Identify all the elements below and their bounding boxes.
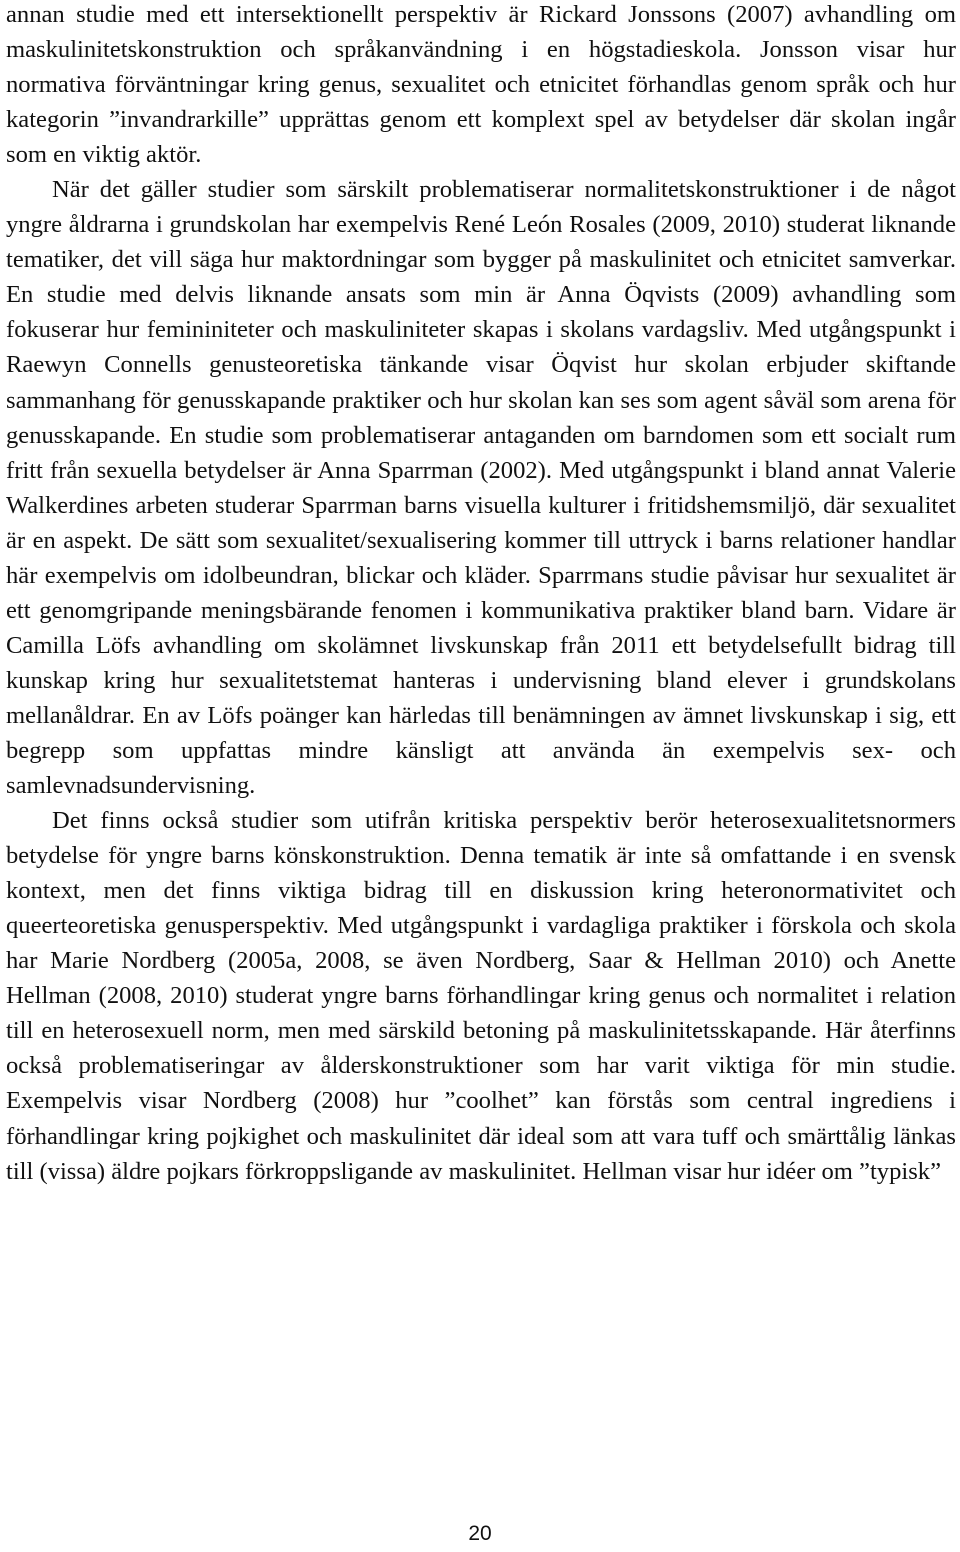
page-number: 20	[468, 1522, 492, 1545]
body-text	[6, 0, 956, 1189]
paragraph: annan studie med ett intersektionellt perspektiv är Rickard Jonssons (2007) avhandling om maskulinitetskonstruktion och språkanvändning i en högstadieskola. Jonsson visar hur normativa förväntningar kring genus, sexualitet och etnicitet förhandlas genom språk och hur kategorin ”invandrarkille” upprättas genom ett komplext spel av betydelser där skolan ingår som en viktig aktör.	[6, 1, 956, 169]
paragraph: När det gäller studier som särskilt problematiserar normalitetskonstruktioner i de något yngre åldrarna i grundskolan har exempelvis René León Rosales (2009, 2010) studerat liknande tematiker, det vill säga hur maktordningar som bygger på maskulinitet och etnicitet samverkar. En studie med delvis liknande ansats som min är Anna Öqvists (2009) avhandling som fokuserar hur femininiteter och maskuliniteter skapas i skolans vardagsliv. Med utgångspunkt i Raewyn Connells genusteoretiska tänkande visar Öqvist hur skolan erbjuder skiftande sammanhang för genusskapande praktiker och hur skolan kan ses som agent såväl som arena för genusskapande. En studie som problematiserar antaganden om barndomen som ett socialt rum fritt från sexuella betydelser är Anna Sparrman (2002). Med utgångspunkt i bland annat Valerie Walkerdines arbeten studerar Sparrman barns visuella kulturer i fritidshemsmiljö, där sexualitet är en aspekt. De sätt som sexualitet/sexualisering kommer till uttryck i barns relationer handlar här exempelvis om idolbeundran, blickar och kläder. Sparrmans studie påvisar hur sexualitet är ett genomgripande meningsbärande fenomen i kommunikativa praktiker bland barn. Vidare är Camilla Löfs avhandling om skolämnet livskunskap från 2011 ett betydelsefullt bidrag till kunskap kring hur sexualitetstemat hanteras i undervisning bland elever i grundskolans mellanåldrar. En av Löfs poänger kan härledas till benämningen av ämnet livskunskap i sig, ett begrepp som uppfattas mindre känsligt att använda än exempelvis sex- och samlevnadsundervisning.	[6, 176, 956, 800]
paragraph: Det finns också studier som utifrån kritiska perspektiv berör heterosexualitetsnormers betydelse för yngre barns könskonstruktion. Denna tematik är inte så omfattande i en svensk kontext, men det finns viktiga bidrag till en diskussion kring heteronormativitet och queerteoretiska genusperspektiv. Med utgångspunkt i vardagliga praktiker i förskola och skola har Marie Nordberg (2005a, 2008, se även Nordberg, Saar & Hellman 2010) och Anette Hellman (2008, 2010) studerat yngre barns förhandlingar kring genus och normalitet i relation till en heterosexuell norm, men med särskild betoning på maskulinitetsskapande. Här återfinns också problematiseringar av ålderskonstruktioner som har varit viktiga för min studie. Exempelvis visar Nordberg (2008) hur ”coolhet” kan förstås som central ingrediens i förhandlingar kring pojkighet och maskulinitet där ideal som att vara tuff och smärttålig länkas till (vissa) äldre pojkars förkroppsligande av maskulinitet. Hellman visar hur idéer om ”typisk”	[6, 807, 956, 1185]
